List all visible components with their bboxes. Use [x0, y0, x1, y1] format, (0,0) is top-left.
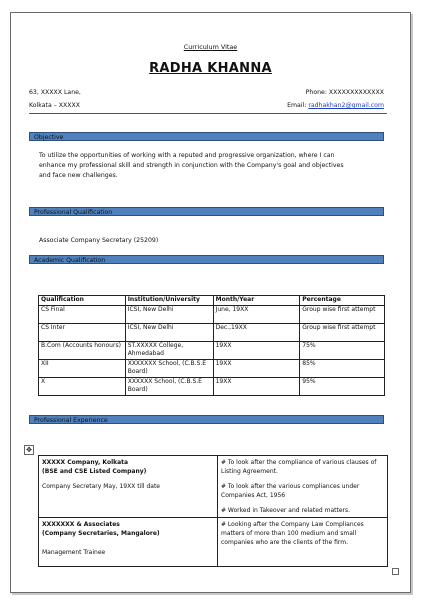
professional-qualification-text: Associate Company Secretary (25209) [39, 237, 159, 244]
experience-duties-cell [218, 456, 388, 518]
experience-company-cell [39, 456, 218, 518]
table-cell: CS Inter [39, 324, 126, 342]
table-row [39, 306, 385, 324]
email-label: Email: [287, 102, 307, 109]
table-cell: XXXXXX School, (C.B.S.E Board) [125, 378, 213, 396]
table-cell: Group wise first attempt [300, 306, 385, 324]
job-role: Management Trainee [42, 549, 106, 556]
email-link[interactable]: radhakhan2@gmail.com [308, 102, 384, 109]
email-row [287, 102, 384, 110]
table-row [39, 324, 385, 342]
academic-table [38, 295, 385, 396]
experience-table [38, 455, 388, 567]
objective-line: and face new challenges. [39, 172, 118, 179]
experience-company-cell [39, 518, 218, 567]
document-page [10, 12, 411, 593]
company-name: XXXXXXX & Associates [42, 521, 120, 528]
table-cell: 19XX [213, 360, 300, 378]
table-row [39, 360, 385, 378]
company-subtitle: (BSE and CSE Listed Company) [42, 468, 147, 475]
column-header: Month/Year [213, 296, 300, 306]
table-cell: June, 19XX [213, 306, 300, 324]
column-header: Institution/University [125, 296, 213, 306]
table-cell: CS Final [39, 306, 126, 324]
table-row [39, 456, 388, 518]
job-role: Company Secretary May, 19XX till date [42, 483, 161, 490]
objective-line: enhance my professional skill and strength in conjunction with the Company's goal and objectives [39, 162, 344, 169]
move-handle-icon[interactable]: ✥ [24, 445, 34, 455]
section-objective: Objective [29, 132, 384, 141]
cv-title: Curriculum Vitae [183, 43, 238, 51]
table-cell: ST.XXXXX College, Ahmedabad [125, 342, 213, 360]
table-cell: 85% [300, 360, 385, 378]
table-header-row [39, 296, 385, 306]
phone: Phone: XXXXXXXXXXXXX [305, 89, 384, 96]
company-subtitle: (Company Secretaries, Mangalore) [42, 530, 160, 537]
table-cell: 19XX [213, 342, 300, 360]
table-cell: B.Com (Accounts honours) [39, 342, 126, 360]
address-line-1: 63, XXXXX Lane, [29, 89, 81, 96]
duty-item: # Looking after the Company Law Compliances matters of more than 100 medium and small companies who are the clients of the firm. [221, 521, 364, 546]
column-header: Percentage [300, 296, 385, 306]
section-academic-qualification: Academic Qualification [29, 255, 384, 264]
table-cell: ICSI, New Delhi [125, 306, 213, 324]
objective-line: To utilize the opportunities of working with a reputed and progressive organization, where I can [39, 152, 335, 159]
table-cell: ICSI, New Delhi [125, 324, 213, 342]
column-header: Qualification [39, 296, 126, 306]
section-professional-experience: Professional Experience [29, 415, 384, 424]
duty-item: # To look after the various compliances under Companies Act, 1956 [221, 483, 360, 499]
resize-handle-icon[interactable] [392, 568, 399, 575]
table-cell: 75% [300, 342, 385, 360]
section-professional-qualification: Professional Qualification [29, 207, 384, 216]
table-cell: XXXXXXX School, (C.B.S.E Board) [125, 360, 213, 378]
table-cell: XII [39, 360, 126, 378]
table-row [39, 518, 388, 567]
table-cell: Dec.,19XX [213, 324, 300, 342]
duty-item: # To look after the compliance of various clauses of Listing Agreement. [221, 459, 377, 475]
table-row [39, 378, 385, 396]
candidate-name: RADHA KHANNA [149, 61, 272, 76]
duty-item: # Worked in Takeover and related matters. [221, 507, 351, 514]
table-row [39, 342, 385, 360]
company-name: XXXXX Company, Kolkata [42, 459, 129, 466]
experience-duties-cell [218, 518, 388, 567]
address-line-2: Kolkata – XXXXX [29, 102, 80, 109]
table-cell: X [39, 378, 126, 396]
table-cell: Group wise first attempt [300, 324, 385, 342]
table-cell: 19XX [213, 378, 300, 396]
header-divider [29, 113, 387, 114]
objective-text [39, 151, 379, 181]
table-cell: 95% [300, 378, 385, 396]
